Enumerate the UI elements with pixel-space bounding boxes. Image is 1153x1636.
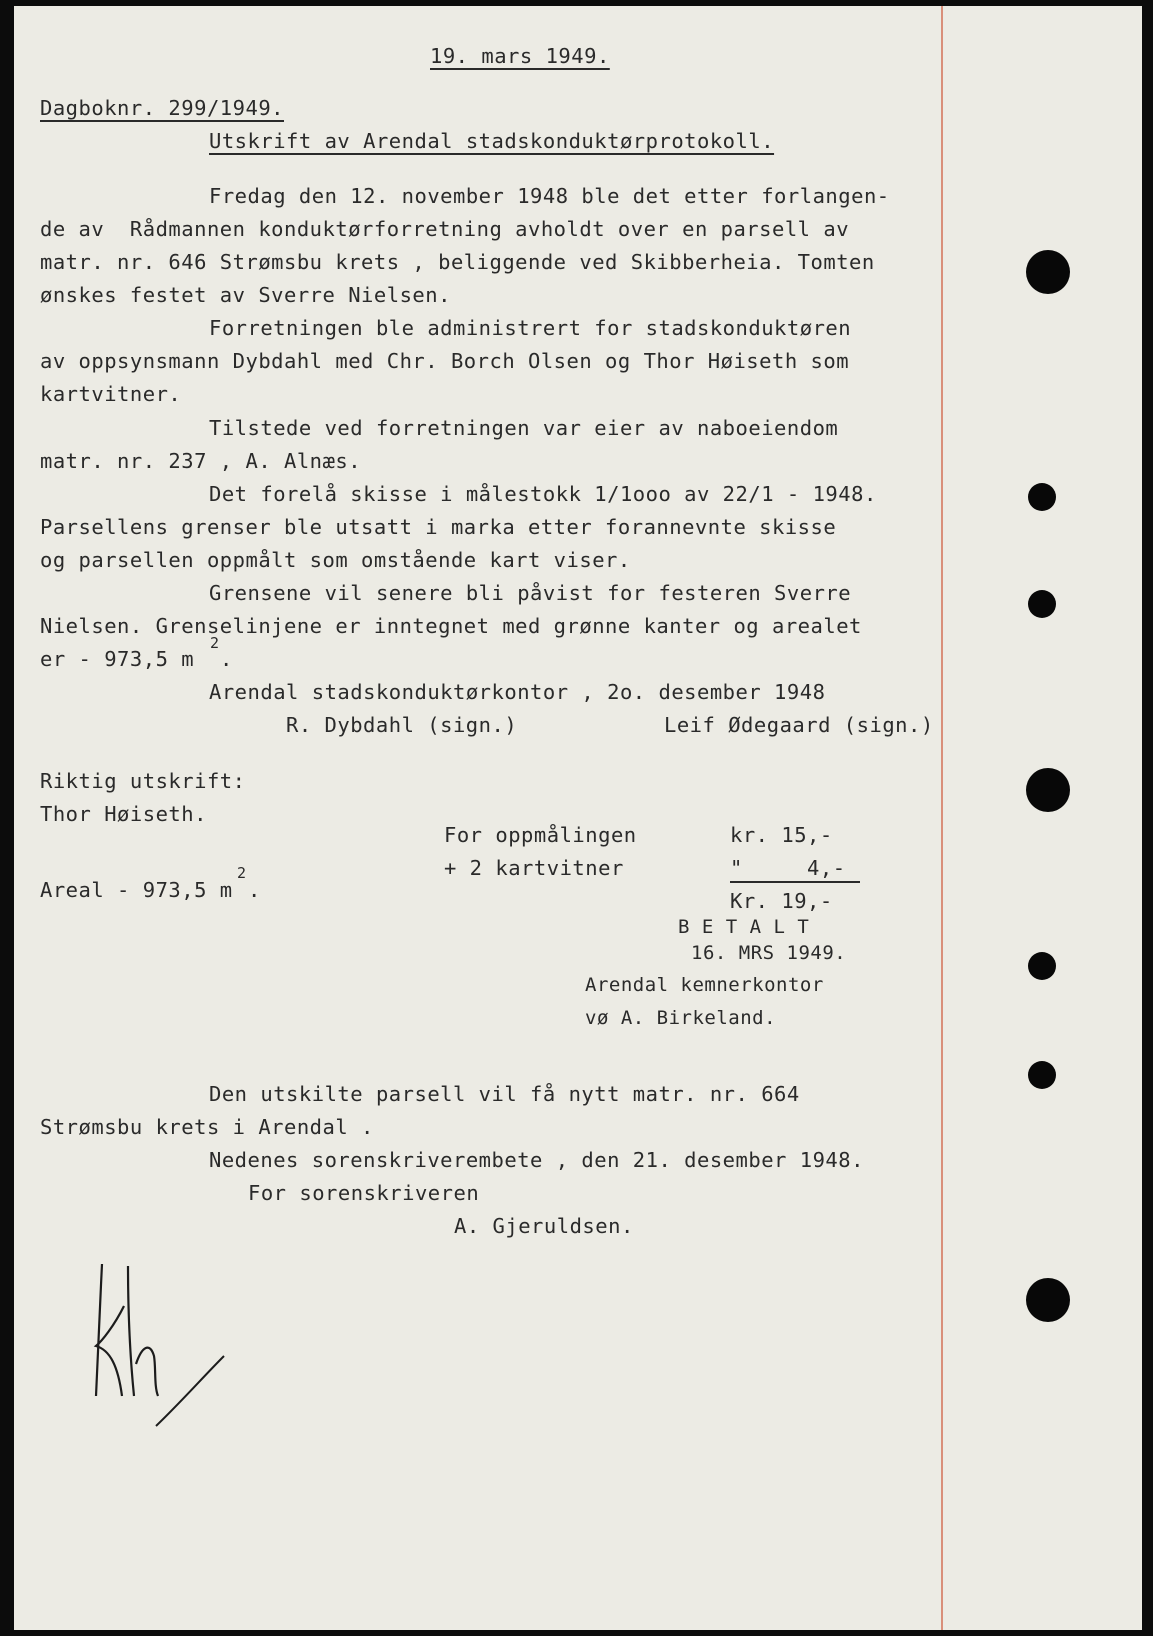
fee-amount-1: kr. 15,-	[730, 823, 833, 847]
binder-hole-3	[1028, 590, 1056, 618]
riktig-utskrift: Riktig utskrift:	[40, 769, 246, 793]
body-line: Parsellens grenser ble utsatt i marka etter forannevnte skisse	[40, 515, 837, 539]
stamp-signer: vø A. Birkeland.	[585, 1007, 777, 1029]
fee-label-1: For oppmålingen	[444, 823, 637, 847]
fee-amount-2: " 4,-	[730, 856, 846, 880]
body-line: de av Rådmannen konduktørforretning avholdt over en parsell av	[40, 217, 850, 241]
areal-period: .	[248, 878, 261, 902]
body-line: kartvitner.	[40, 382, 182, 406]
sum-rule	[730, 881, 860, 883]
body-line: Det forelå skisse i målestokk 1/1ooo av 22/1 - 1948.	[209, 482, 877, 506]
fee-total: Kr. 19,-	[730, 889, 833, 913]
handwritten-signature	[84, 1246, 244, 1436]
binder-hole-4	[1026, 768, 1070, 812]
body-line: Nielsen. Grenselinjene er inntegnet med grønne kanter og arealet	[40, 614, 862, 638]
closing-signer: A. Gjeruldsen.	[454, 1214, 634, 1238]
closing-line: Strømsbu krets i Arendal .	[40, 1115, 374, 1139]
binder-hole-1	[1026, 250, 1070, 294]
body-line: og parsellen oppmålt som omstående kart viser.	[40, 548, 631, 572]
binder-hole-2	[1028, 483, 1056, 511]
document-page	[14, 6, 1142, 1630]
stamp-betalt: B E T A L T	[678, 916, 810, 938]
closing-line: Nedenes sorenskriverembete , den 21. desember 1948.	[209, 1148, 864, 1172]
area-period: .	[220, 647, 233, 671]
signature-dybdahl: R. Dybdahl (sign.)	[286, 713, 518, 737]
body-line: Fredag den 12. november 1948 ble det etter forlangen-	[209, 184, 890, 208]
dagbok-number: Dagboknr. 299/1949.	[40, 96, 284, 120]
area-superscript: 2	[210, 634, 220, 652]
areal-superscript: 2	[237, 864, 247, 882]
closing-line: For sorenskriveren	[248, 1181, 480, 1205]
areal-line: Areal - 973,5 m	[40, 878, 233, 902]
binder-hole-5	[1028, 952, 1056, 980]
header-date: 19. mars 1949.	[430, 44, 610, 68]
body-line: Forretningen ble administrert for stadskonduktøren	[209, 316, 852, 340]
body-line: matr. nr. 237 , A. Alnæs.	[40, 449, 362, 473]
binder-hole-7	[1026, 1278, 1070, 1322]
office-date-line: Arendal stadskonduktørkontor , 2o. desember 1948	[209, 680, 826, 704]
body-line: ønskes festet av Sverre Nielsen.	[40, 283, 451, 307]
area-line: er - 973,5 m	[40, 647, 195, 671]
red-margin-line	[941, 6, 943, 1630]
body-line: matr. nr. 646 Strømsbu krets , beliggende ved Skibberheia. Tomten	[40, 250, 875, 274]
binder-hole-6	[1028, 1061, 1056, 1089]
body-line: Grensene vil senere bli påvist for festeren Sverre	[209, 581, 852, 605]
document-title: Utskrift av Arendal stadskonduktørprotokoll.	[209, 129, 775, 153]
body-line: av oppsynsmann Dybdahl med Chr. Borch Olsen og Thor Høiseth som	[40, 349, 850, 373]
stamp-date: 16. MRS 1949.	[691, 942, 847, 964]
riktig-name: Thor Høiseth.	[40, 802, 207, 826]
body-line: Tilstede ved forretningen var eier av naboeiendom	[209, 416, 839, 440]
closing-line: Den utskilte parsell vil få nytt matr. nr. 664	[209, 1082, 800, 1106]
signature-odegaard: Leif Ødegaard (sign.)	[664, 713, 934, 737]
fee-label-2: + 2 kartvitner	[444, 856, 624, 880]
stamp-office: Arendal kemnerkontor	[585, 974, 824, 996]
